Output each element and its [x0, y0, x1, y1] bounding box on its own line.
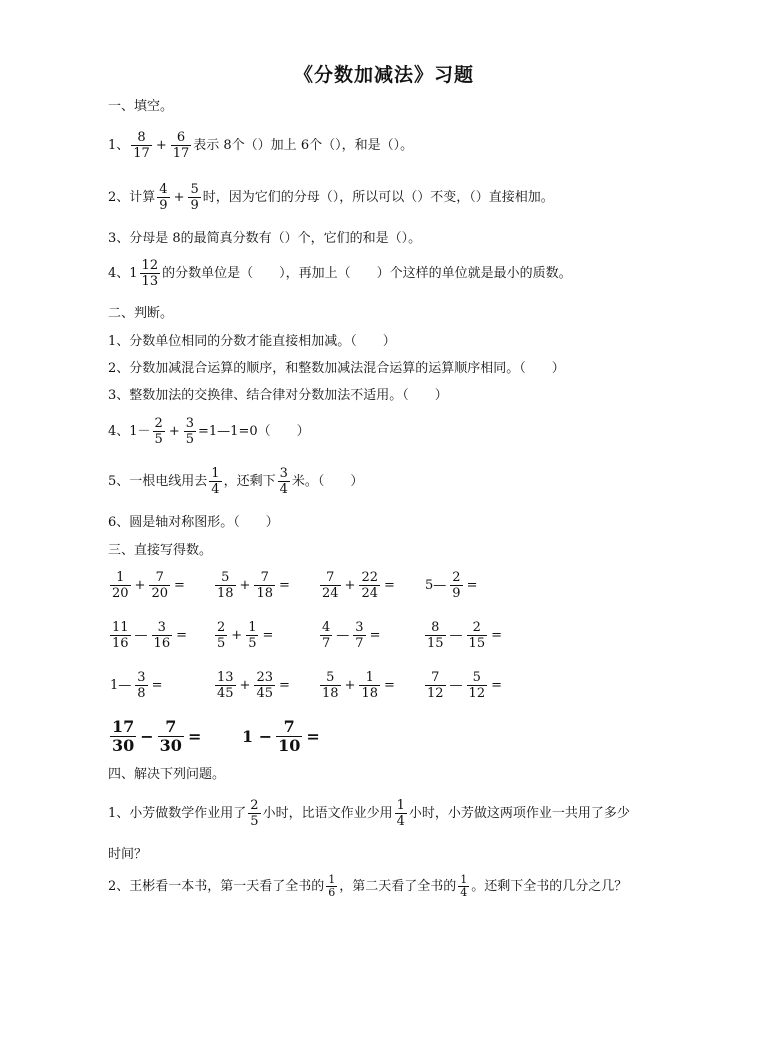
calc-item: $\frac{8}{15}$ — $\frac{2}{15}$ = [427, 620, 502, 651]
fraction: $\frac{23}{45}$ [256, 670, 273, 701]
fraction: $\frac{5}{12}$ [468, 670, 486, 701]
fraction: $\frac{7}{24}$ [322, 570, 339, 601]
fraction: $\frac{7}{30}$ [159, 717, 182, 755]
fraction: $\frac{2}{15}$ [468, 620, 486, 651]
calc-item: $\frac{4}{7}$ — $\frac{3}{7}$ = [322, 620, 381, 651]
fraction: $\frac{11}{16}$ [112, 620, 129, 651]
s1-q4: 4、1 $\frac{12}{13}$ 的分数单位是（ ），再加上（ ）个这样的单位就是最小的质数。 [108, 258, 572, 289]
calc-item: $\frac{13}{45}$ + $\frac{23}{45}$ = [217, 670, 290, 701]
section2-heading: 二、判断。 [108, 306, 174, 321]
s2-q3: 3、整数加法的交换律、结合律对分数加法不适用。（ ） [108, 388, 448, 403]
fraction: $\frac{2}{9}$ [452, 570, 461, 601]
s2-q6: 6、圆是轴对称图形。（ ） [108, 515, 279, 530]
calc-item: $\frac{11}{16}$ — $\frac{3}{16}$ = [112, 620, 187, 651]
s2-q4: 4、1－ $\frac{2}{5}$ + $\frac{3}{5}$ =1—1=0（ ） [108, 416, 310, 447]
calc-item: 1— $\frac{3}{8}$ = [110, 670, 163, 701]
fraction: $\frac{4}{7}$ [322, 620, 331, 651]
fraction: $\frac{5}{18}$ [217, 570, 234, 601]
page-title: 《分数加减法》习题 [293, 64, 474, 86]
calc-item: $\frac{5}{18}$ + $\frac{1}{18}$ = [322, 670, 395, 701]
fraction: $\frac{3}{8}$ [137, 670, 146, 701]
fraction: $\frac{7}{18}$ [256, 570, 273, 601]
calc-item: $\frac{2}{5}$ + $\frac{1}{5}$ = [217, 620, 274, 651]
fraction: $\frac{8}{15}$ [427, 620, 444, 651]
s2-q2: 2、分数加减混合运算的顺序，和整数加减法混合运算的运算顺序相同。（ ） [108, 361, 565, 376]
calc-item: $\frac{1}{20}$ + $\frac{7}{20}$ = [112, 570, 185, 601]
s2-q5: 5、一根电线用去 $\frac{1}{4}$ ，还剩下 $\frac{3}{4}$ 米。（ ） [108, 466, 364, 497]
calc-item: $\frac{7}{24}$ + $\frac{22}{24}$ = [322, 570, 395, 601]
fraction: $\frac{13}{45}$ [217, 670, 234, 701]
s4-q1-cont: 时间？ [108, 847, 148, 862]
fraction: $\frac{7}{12}$ [427, 670, 444, 701]
calc-item: $\frac{7}{12}$ — $\frac{5}{12}$ = [427, 670, 502, 701]
section4-heading: 四、解决下列问题。 [108, 767, 226, 782]
fraction: $\frac{17}{30}$ [112, 717, 135, 755]
calc-item: $\frac{5}{18}$ + $\frac{7}{18}$ = [217, 570, 290, 601]
fraction: $\frac{3}{7}$ [355, 620, 364, 651]
calc-item: $\frac{17}{30}$ − $\frac{7}{30}$ = [112, 717, 202, 755]
section1-heading: 一、填空。 [108, 99, 174, 114]
s1-q2: 2、计算 $\frac{4}{9}$ + $\frac{5}{9}$ 时，因为它们的分母（），所以可以（）不变，（）直接相加。 [108, 182, 554, 213]
fraction: $\frac{2}{5}$ [217, 620, 226, 651]
fraction: $\frac{5}{18}$ [322, 670, 339, 701]
fraction: $\frac{1}{18}$ [361, 670, 378, 701]
fraction: $\frac{1}{5}$ [248, 620, 257, 651]
fraction: $\frac{7}{10}$ [278, 717, 301, 755]
fraction: $\frac{3}{16}$ [153, 620, 171, 651]
section3-heading: 三、直接写得数。 [108, 543, 213, 558]
s1-q3: 3、分母是 8的最简真分数有（）个，它们的和是（）。 [108, 231, 422, 246]
s2-q1: 1、分数单位相同的分数才能直接相加减。（ ） [108, 334, 396, 349]
s1-q1: 1、 $\frac{8}{17}$ + $\frac{6}{17}$ 表示 8个（）加上 6个（），和是（）。 [108, 130, 414, 161]
calc-item: 1 − $\frac{7}{10}$ = [242, 717, 320, 755]
fraction: $\frac{22}{24}$ [361, 570, 378, 601]
calc-item: 5— $\frac{2}{9}$ = [425, 570, 478, 601]
fraction: $\frac{1}{20}$ [112, 570, 129, 601]
fraction: $\frac{7}{20}$ [151, 570, 168, 601]
s4-q1: 1、小芳做数学作业用了 $\frac{2}{5}$ 小时，比语文作业少用 $\frac{1}{4}$ 小时，小芳做这两项作业一共用了多少 [108, 798, 630, 829]
s4-q2: 2、王彬看一本书，第一天看了全书的 $\frac{1}{6}$ ，第二天看了全书的 $\frac{1}{4}$ 。还剩下全书的几分之几？ [108, 873, 628, 899]
